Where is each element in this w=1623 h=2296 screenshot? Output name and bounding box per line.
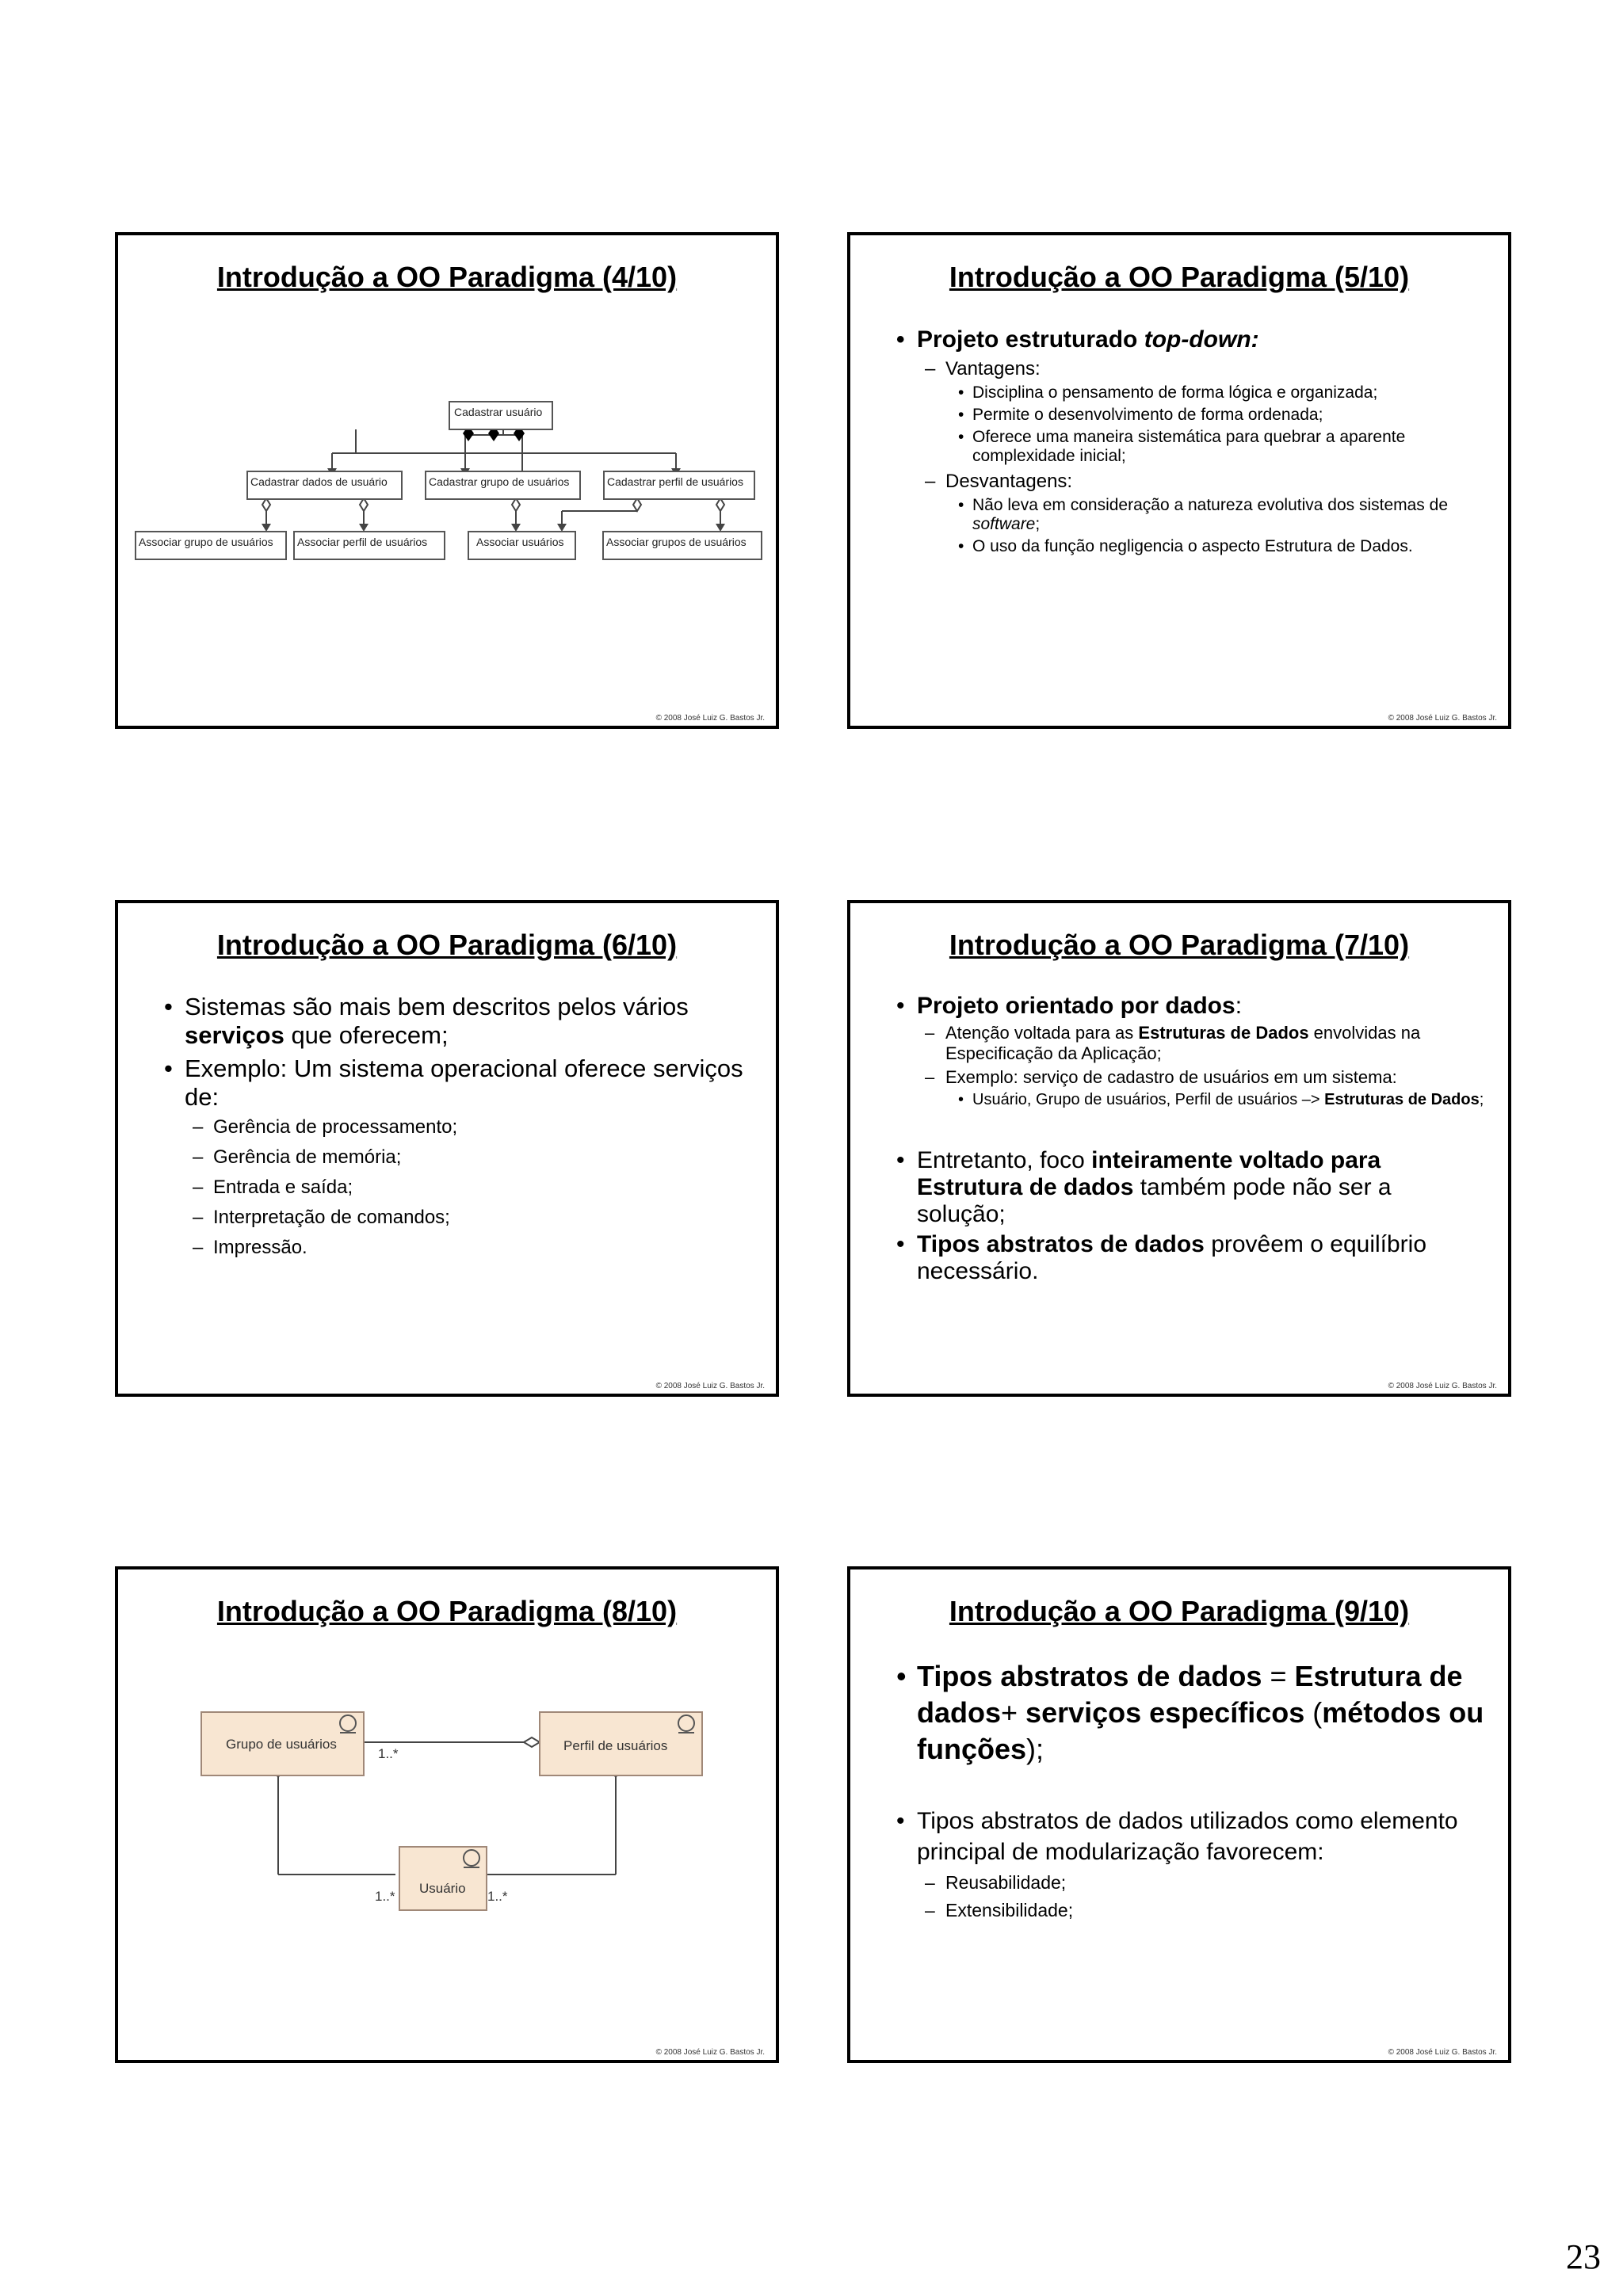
class-diagram xyxy=(118,1649,776,1981)
item-beneficio: – Reusabilidade; xyxy=(925,1872,1484,1894)
box-cadastrar-perfil: Cadastrar perfil de usuários xyxy=(607,475,743,488)
item-servico: – Gerência de processamento; xyxy=(193,1116,752,1138)
page-number: 23 xyxy=(1566,2237,1601,2276)
slide-footer: © 2008 José Luiz G. Bastos Jr. xyxy=(655,1382,765,1390)
slide-title: Introdução a OO Paradigma (6/10) xyxy=(216,929,678,961)
multiplicity-right: 1..* xyxy=(487,1889,508,1904)
bullet-exemplo: • Exemplo: Um sistema operacional oferece serviços de: xyxy=(161,1055,752,1112)
sub-vantagens: – Vantagens: xyxy=(925,358,1484,380)
sub-atencao: – Atenção voltada para as Estruturas de Dados envolvidas na Especificação da Aplicação; xyxy=(925,1023,1484,1064)
slide-content xyxy=(893,993,1484,1285)
class-grupo-label: Grupo de usuários xyxy=(226,1737,337,1752)
bullet-tad-definicao: • Tipos abstratos de dados = Estrutura de dados+ serviços específicos (métodos ou funções); xyxy=(893,1658,1484,1768)
slide-6-of-10 xyxy=(115,900,779,1397)
box-associar-perfil: Associar perfil de usuários xyxy=(297,536,428,548)
slide-8-of-10 xyxy=(115,1566,779,2063)
bullet-tipos-abstratos: • Tipos abstratos de dados provêem o equilíbrio necessário. xyxy=(893,1231,1484,1285)
slide-footer: © 2008 José Luiz G. Bastos Jr. xyxy=(1388,714,1497,723)
box-associar-usuarios: Associar usuários xyxy=(476,536,564,548)
slide-content xyxy=(893,326,1484,556)
slide-title: Introdução a OO Paradigma (7/10) xyxy=(949,929,1410,961)
sub-desvantagens: – Desvantagens: xyxy=(925,471,1484,493)
slide-title: Introdução a OO Paradigma (4/10) xyxy=(216,261,678,293)
slide-title: Introdução a OO Paradigma (5/10) xyxy=(949,261,1410,293)
item-servico: – Interpretação de comandos; xyxy=(193,1207,752,1229)
class-box-usuario xyxy=(399,1847,487,1910)
box-cadastrar-dados: Cadastrar dados de usuário xyxy=(250,475,388,488)
slide-footer: © 2008 José Luiz G. Bastos Jr. xyxy=(655,714,765,723)
slide-title: Introdução a OO Paradigma (9/10) xyxy=(949,1595,1410,1627)
item-servico: – Entrada e saída; xyxy=(193,1177,752,1199)
item-beneficio: – Extensibilidade; xyxy=(925,1900,1484,1921)
slide-4-of-10 xyxy=(115,232,779,729)
multiplicity-top: 1..* xyxy=(378,1746,399,1761)
slide-content xyxy=(161,993,752,1259)
slide-title: Introdução a OO Paradigma (8/10) xyxy=(216,1595,678,1627)
bullet-projeto-estruturado: • Projeto estruturado top-down: xyxy=(893,326,1484,353)
slide-footer: © 2008 José Luiz G. Bastos Jr. xyxy=(1388,2048,1497,2057)
slide-9-of-10 xyxy=(847,1566,1511,2063)
item-d1: • Não leva em consideração a natureza evolutiva dos sistemas de software; xyxy=(957,496,1484,534)
class-usuario-label: Usuário xyxy=(419,1881,466,1896)
slide-footer: © 2008 José Luiz G. Bastos Jr. xyxy=(655,2048,765,2057)
item-servico: – Impressão. xyxy=(193,1237,752,1259)
multiplicity-left: 1..* xyxy=(375,1889,395,1904)
item-v1: • Disciplina o pensamento de forma lógica e organizada; xyxy=(957,383,1484,402)
box-associar-grupos: Associar grupos de usuários xyxy=(606,536,747,548)
item-estruturas: • Usuário, Grupo de usuários, Perfil de usuários –> Estruturas de Dados; xyxy=(957,1091,1484,1109)
sub-exemplo: – Exemplo: serviço de cadastro de usuários em um sistema: xyxy=(925,1067,1484,1088)
bullet-tad-modularizacao: • Tipos abstratos de dados utilizados como elemento principal de modularização favorecem: xyxy=(893,1806,1484,1867)
slide-5-of-10 xyxy=(847,232,1511,729)
slide-content xyxy=(893,1658,1484,1921)
class-perfil-label: Perfil de usuários xyxy=(563,1738,668,1753)
bullet-projeto-dados: • Projeto orientado por dados: xyxy=(893,993,1484,1020)
bullet-entretanto: • Entretanto, foco inteiramente voltado para Estrutura de dados também pode não ser a solução; xyxy=(893,1147,1484,1228)
box-associar-grupo: Associar grupo de usuários xyxy=(139,536,273,548)
item-servico: – Gerência de memória; xyxy=(193,1146,752,1169)
box-cadastrar-grupo: Cadastrar grupo de usuários xyxy=(429,475,570,488)
box-cadastrar-usuario: Cadastrar usuário xyxy=(454,406,543,418)
slide-footer: © 2008 José Luiz G. Bastos Jr. xyxy=(1388,1382,1497,1390)
bullet-sistemas: • Sistemas são mais bem descritos pelos vários serviços que oferecem; xyxy=(161,993,752,1050)
item-d2: • O uso da função negligencia o aspecto Estrutura de Dados. xyxy=(957,537,1484,556)
item-v2: • Permite o desenvolvimento de forma ordenada; xyxy=(957,406,1484,425)
slide-7-of-10 xyxy=(847,900,1511,1397)
item-v3: • Oferece uma maneira sistemática para quebrar a aparente complexidade inicial; xyxy=(957,428,1484,466)
structured-decomposition-diagram xyxy=(118,315,776,647)
